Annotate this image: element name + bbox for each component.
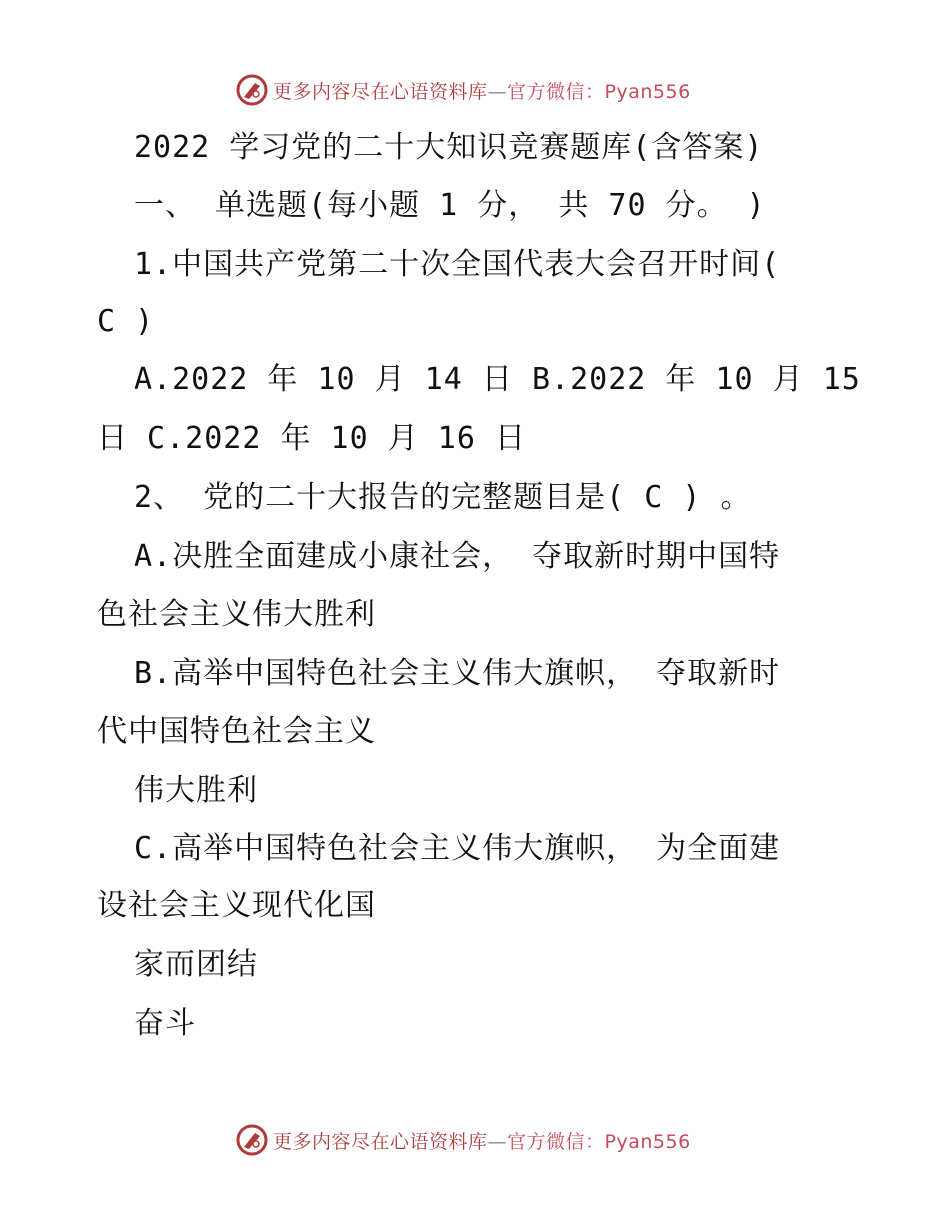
question-2-option-b-cont2: 伟大胜利 bbox=[134, 773, 258, 808]
question-2-option-b: B.高举中国特色社会主义伟大旗帜， 夺取新时 bbox=[134, 656, 781, 691]
question-1: 1.中国共产党第二十次全国代表大会召开时间( bbox=[134, 247, 781, 282]
watermark-wechat-id: Pyan556 bbox=[604, 80, 691, 103]
footer-watermark bbox=[235, 1122, 691, 1158]
watermark-text bbox=[273, 1127, 691, 1154]
header-watermark bbox=[235, 72, 691, 108]
section-heading: 一、 单选题(每小题 1 分， 共 70 分。 ) bbox=[134, 188, 766, 223]
question-2: 2、 党的二十大报告的完整题目是( C ) 。 bbox=[134, 480, 752, 515]
watermark-wechat-id: Pyan556 bbox=[604, 1130, 691, 1153]
question-2-option-c-cont3: 奋斗 bbox=[134, 1006, 196, 1041]
watermark-separator: — bbox=[487, 1130, 508, 1153]
watermark-main-text: 更多内容尽在心语资料库 bbox=[273, 1130, 488, 1153]
question-2-option-c: C.高举中国特色社会主义伟大旗帜， 为全面建 bbox=[134, 831, 781, 866]
question-2-option-c-cont: 设社会主义现代化国 bbox=[97, 888, 376, 923]
question-2-option-c-cont2: 家而团结 bbox=[134, 947, 258, 982]
document-title: 2022 学习党的二十大知识竞赛题库(含答案) bbox=[134, 130, 764, 165]
question-2-option-a-cont: 色社会主义伟大胜利 bbox=[97, 597, 376, 632]
watermark-main-text: 更多内容尽在心语资料库 bbox=[273, 80, 488, 103]
seal-logo-icon bbox=[235, 73, 269, 107]
watermark-wechat-label: 官方微信： bbox=[507, 1130, 605, 1153]
question-1-options-cont: 日 C.2022 年 10 月 16 日 bbox=[97, 421, 526, 456]
watermark-text bbox=[273, 77, 691, 104]
question-2-option-b-cont: 代中国特色社会主义 bbox=[97, 714, 376, 749]
watermark-separator: — bbox=[487, 80, 508, 103]
question-1-options: A.2022 年 10 月 14 日 B.2022 年 10 月 15 bbox=[134, 362, 861, 397]
question-1-answer: C ) bbox=[97, 304, 155, 339]
seal-logo-icon bbox=[235, 1123, 269, 1157]
question-2-option-a: A.决胜全面建成小康社会， 夺取新时期中国特 bbox=[134, 539, 781, 574]
watermark-wechat-label: 官方微信： bbox=[507, 80, 605, 103]
